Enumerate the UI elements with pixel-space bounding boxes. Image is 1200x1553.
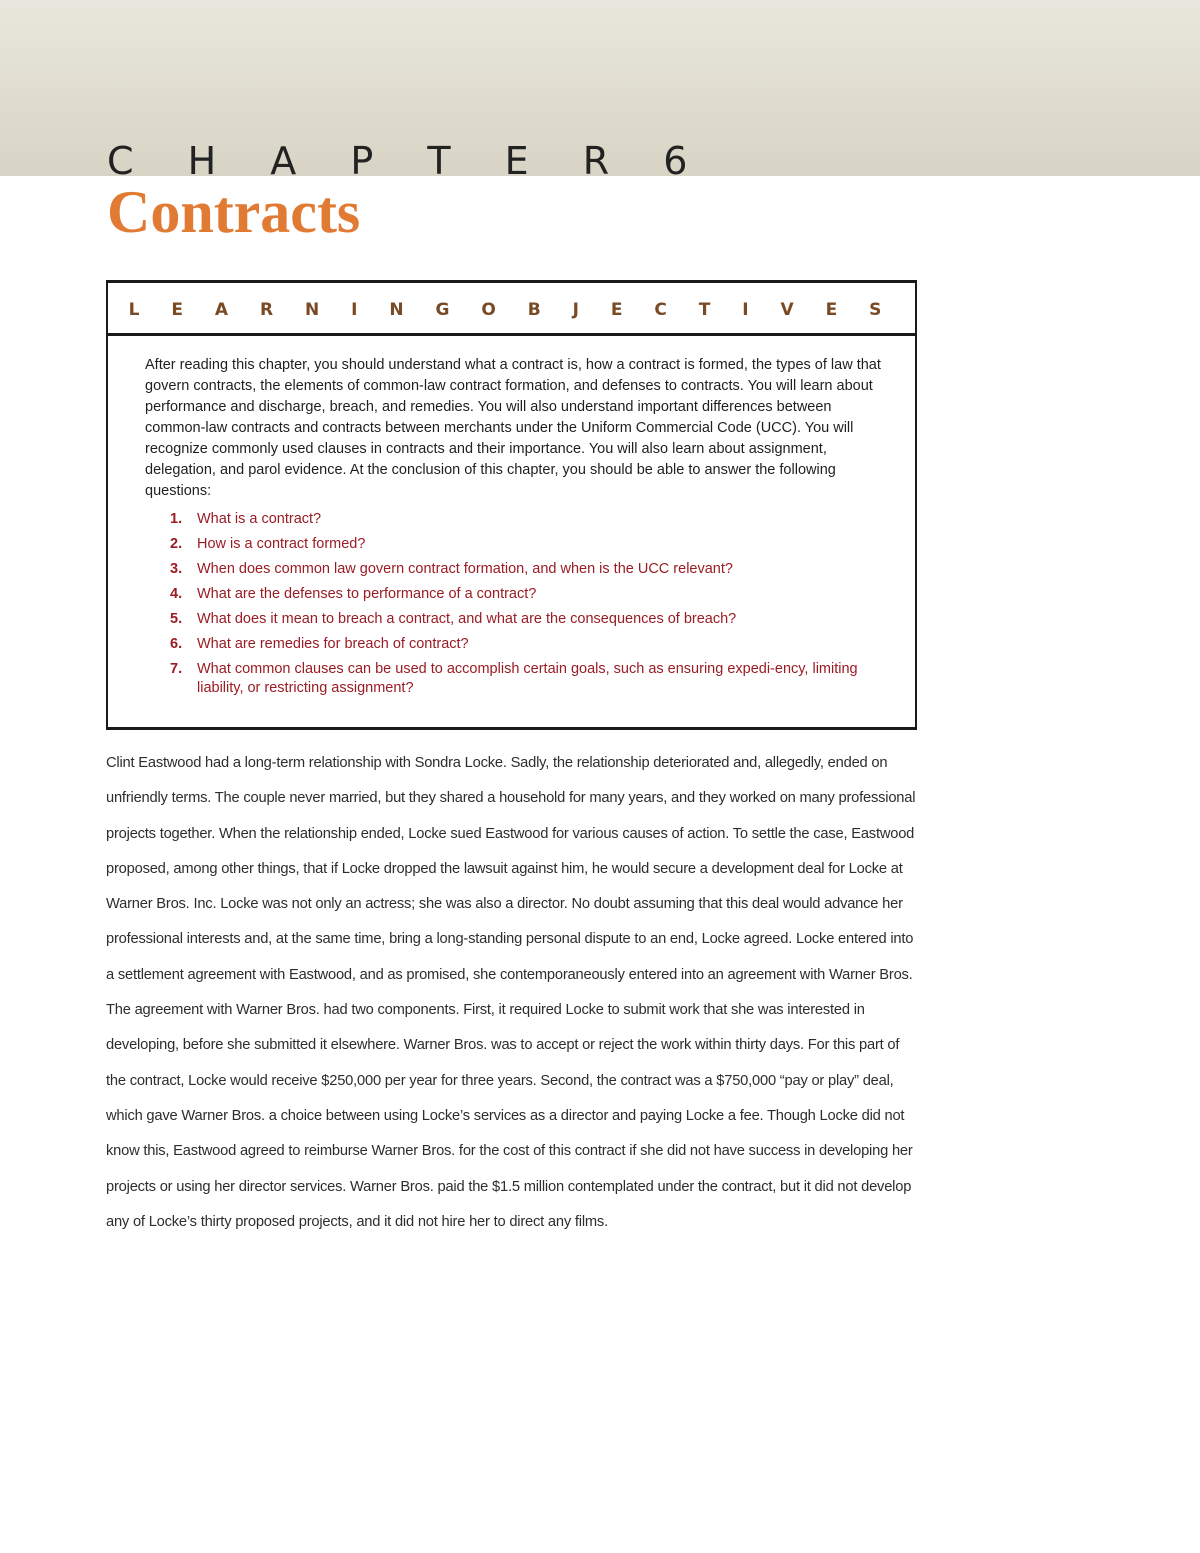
objective-number: 4. [170,586,183,602]
objective-number: 3. [170,561,183,577]
objective-number: 6. [170,636,183,652]
objective-number: 7. [170,661,183,677]
learning-objectives-header [108,283,915,336]
objective-item [170,635,870,654]
chapter-title: Contracts [107,179,361,245]
objective-item [170,560,870,579]
objective-text: When does common law govern contract formation, and when is the UCC relevant? [197,561,733,577]
chapter-label: C H A P T E R 6 [107,139,709,183]
objective-number: 2. [170,536,183,552]
objective-text: What is a contract? [197,511,322,527]
objective-item [170,585,870,604]
objective-item [170,535,870,554]
learning-objectives-box [106,280,917,730]
objective-text: What are remedies for breach of contract? [197,636,469,652]
objective-number: 5. [170,611,183,627]
objective-text: What common clauses can be used to accomplish certain goals, such as ensuring expedi-ency, limiting liability, or restricting assignment? [197,661,858,696]
learning-objectives-list [170,510,870,704]
learning-objectives-heading: L E A R N I N G O B J E C T I V E S [128,300,895,320]
objective-text: What are the defenses to performance of a contract? [197,586,537,602]
objective-number: 1. [170,511,183,527]
objective-text: How is a contract formed? [197,536,366,552]
objective-item [170,510,870,529]
objective-item [170,610,870,629]
objective-item [170,660,870,698]
learning-objectives-intro: After reading this chapter, you should understand what a contract is, how a contract is formed, the types of law that govern contracts, the elements of common-law contract formation, and defenses to contracts. You will learn about performance and discharge, breach, and remedies. You will also understand important differences between common-law contracts and contracts between merchants under the Uniform Commercial Code (UCC). You will recognize commonly used clauses in contracts and their importance. You will also learn about assignment, delegation, and parol evidence. At the conclusion of this chapter, you should be able to answer the following questions: [145,357,881,499]
objective-text: What does it mean to breach a contract, and what are the consequences of breach? [197,611,737,627]
body-paragraph: Clint Eastwood had a long-term relationship with Sondra Locke. Sadly, the relationship deteriorated and, allegedly, ended on unfriendly terms. The couple never married, but they shared a household for many years, and they worked on many professional projects together. When the relationship ended, Locke sued Eastwood for various causes of action. To settle the case, Eastwood proposed, among other things, that if Locke dropped the lawsuit against him, he would secure a development deal for Locke at Warner Bros. Inc. Locke was not only an actress; she was also a director. No doubt assuming that this deal would advance her professional interests and, at the same time, bring a long-standing personal dispute to an end, Locke agreed. Locke entered into a settlement agreement with Eastwood, and as promised, she contemporaneously entered into an agreement with Warner Bros. The agreement with Warner Bros. had two components. First, it required Locke to submit work that she was interested in developing, before she submitted it elsewhere. Warner Bros. was to accept or reject the work within thirty days. For this part of the contract, Locke would receive $250,000 per year for three years. Second, the contract was a $750,000 “pay or play” deal, which gave Warner Bros. a choice between using Locke’s services as a director and paying Locke a fee. Though Locke did not know this, Eastwood agreed to reimburse Warner Bros. for the cost of this contract if she did not have success in developing her projects or using her director services. Warner Bros. paid the $1.5 million contemplated under the contract, but it did not develop any of Locke’s thirty proposed projects, and it did not hire her to direct any films. [106,755,916,1230]
